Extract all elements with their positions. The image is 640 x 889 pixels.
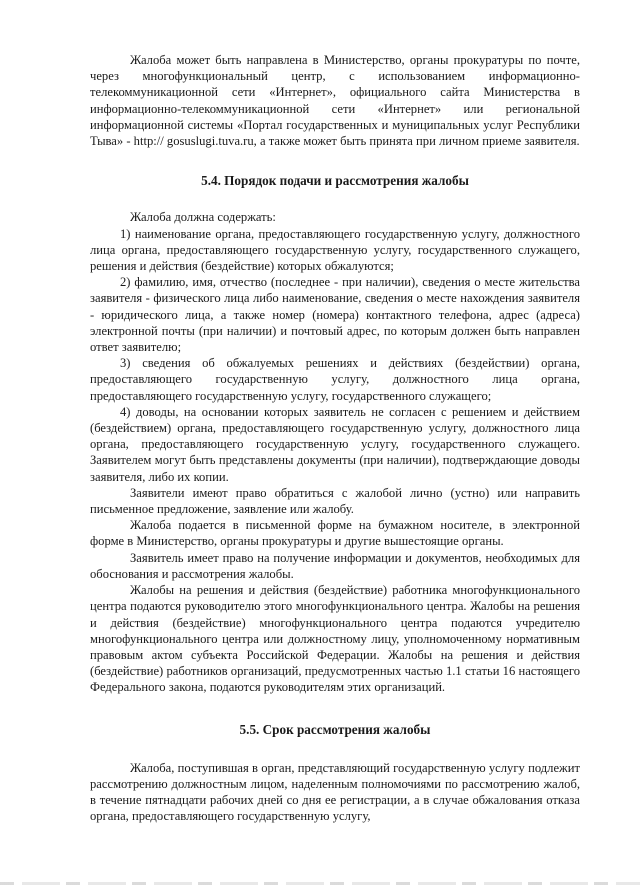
section-heading-5-4: 5.4. Порядок подачи и рассмотрения жалобы (201, 173, 469, 189)
complaint-contents-lead: Жалоба должна содержать: (130, 210, 276, 225)
scan-edge-divider (0, 882, 640, 885)
body-paragraph: Жалоба подается в письменной форме на бумажном носителе, в электронной форме в Министерство, органы прокуратуры и другие вышестоящие органы. (90, 518, 580, 549)
review-period-paragraph: Жалоба, поступившая в орган, представляющий государственную услугу подлежит рассмотрению должностным лицом, наделенным полномочиями по рассмотрению жалоб, в течение пятнадцати рабочих дней со дня ее регистрации, а в случае обжалования отказа органа, предоставляющего государственную услугу, (90, 760, 580, 824)
list-item: 3) сведения об обжалуемых решениях и действиях (бездействии) органа, предоставляющего государственную услугу, должностного лица органа, предоставляющего государственную услугу, государственного служащего; (90, 356, 580, 403)
body-paragraph: Заявитель имеет право на получение информации и документов, необходимых для обоснования и рассмотрения жалобы. (90, 550, 580, 581)
body-paragraph: Заявители имеют право обратиться с жалобой лично (устно) или направить письменное предложение, заявление или жалобу. (90, 485, 580, 517)
list-item: 4) доводы, на основании которых заявитель не согласен с решением и действием (бездействием) органа, предоставляющего государственную услугу, должностного лица органа, предоставляющего государственную услугу, государственного служащего. Заявителем могут быть представлены документы (при наличии), подтверждающие доводы заявителя, либо их копии. (90, 404, 580, 484)
section-heading-5-5: 5.5. Срок рассмотрения жалобы (239, 721, 431, 737)
intro-paragraph: Жалоба может быть направлена в Министерство, органы прокуратуры по почте, через многофункциональный центр, с использованием информационно-телекоммуникационной сети «Интернет», официального сайта Министерства в информационно-телекоммуникационной сети «Интернет» или региональной информационной системы «Портал государственных и муниципальных услуг Республики Тыва» - http:// gosuslugi.tuva.ru, а также может быть принята при личном приеме заявителя. (90, 53, 580, 149)
list-item: 2) фамилию, имя, отчество (последнее - при наличии), сведения о месте жительства заявителя - физического лица либо наименование, сведения о месте нахождения заявителя - юридического лица, а также номер (номера) контактного телефона, адрес (адреса) электронной почты (при наличии) и почтовый адрес, по которым должен быть направлен ответ заявителю; (90, 275, 580, 355)
list-item: 1) наименование органа, предоставляющего государственную услугу, должностного лица органа, предоставляющего государственную услугу, государственного служащего, решения и действия (бездействие) которых обжалуются; (90, 226, 580, 274)
body-paragraph: Жалобы на решения и действия (бездействие) работника многофункционального центра подаются руководителю этого многофункционального центра. Жалобы на решения и действия (бездействие) многофункционального центра подаются учредителю многофункционального центра или должностному лицу, уполномоченному нормативным правовым актом субъекта Российской Федерации. Жалобы на решения и действия (бездействие) работников организаций, предусмотренных частью 1.1 статьи 16 настоящего Федерального закона, подаются руководителям этих организаций. (90, 583, 580, 695)
